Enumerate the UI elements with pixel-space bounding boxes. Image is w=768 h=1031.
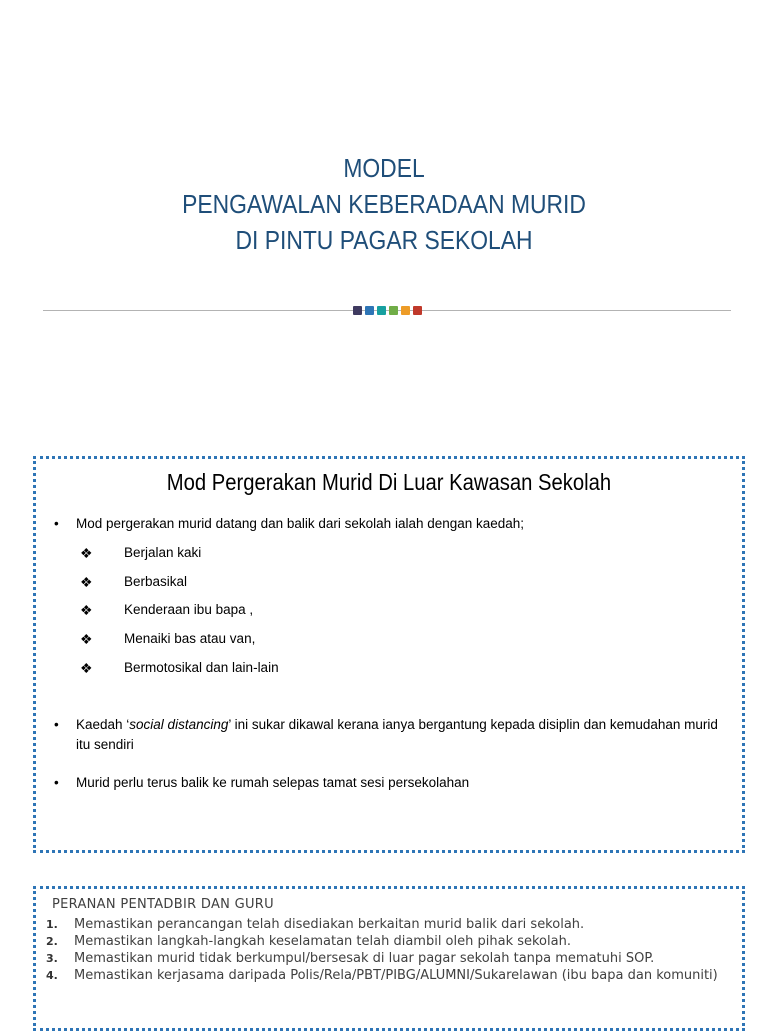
list-item — [46, 916, 736, 933]
list-number: 4. — [46, 969, 58, 982]
movement-mode-heading: Mod Pergerakan Murid Di Luar Kawasan Sekolah — [166, 469, 612, 495]
list-number: 3. — [46, 952, 58, 965]
diamond-bullet-icon: ❖ — [80, 545, 93, 561]
slide-title — [46, 150, 722, 258]
list-item-text: Memastikan murid tidak berkumpul/bersesak di luar pagar sekolah tanpa mematuhi SOP. — [74, 951, 655, 966]
swatch-2 — [365, 306, 374, 315]
list-item — [46, 950, 736, 967]
swatch-5 — [401, 306, 410, 315]
bullet-icon: • — [54, 717, 59, 732]
diamond-bullet-icon: ❖ — [80, 660, 93, 676]
roles-box — [33, 886, 745, 1031]
sub-item-text: Menaiki bas atau van, — [124, 631, 256, 646]
bullet-text: Murid perlu terus balik ke rumah selepas tamat sesi persekolahan — [76, 775, 470, 790]
bullet-text: Kaedah ‘social distancing’ ini sukar dikawal kerana ianya bergantung kepada disiplin dan kemudahan murid itu sendiri — [76, 717, 718, 752]
swatch-6 — [413, 306, 422, 315]
title-line-1: MODEL — [343, 153, 425, 183]
roles-heading: PERANAN PENTADBIR DAN GURU — [52, 897, 274, 912]
list-item-text: Memastikan langkah-langkah keselamatan telah diambil oleh pihak sekolah. — [74, 934, 571, 949]
diamond-bullet-icon: ❖ — [80, 631, 93, 647]
color-swatches — [353, 306, 422, 315]
swatch-3 — [377, 306, 386, 315]
title-line-2: PENGAWALAN KEBERADAAN MURID — [182, 189, 586, 219]
sub-item-text: Kenderaan ibu bapa , — [124, 602, 254, 617]
list-item — [46, 967, 736, 984]
movement-mode-box — [33, 456, 745, 853]
bullet-text: Mod pergerakan murid datang dan balik dari sekolah ialah dengan kaedah; — [76, 516, 525, 531]
bullet-icon: • — [54, 775, 59, 790]
list-item-text: Memastikan perancangan telah disediakan berkaitan murid balik dari sekolah. — [74, 917, 585, 932]
swatch-4 — [389, 306, 398, 315]
sub-item-text: Berbasikal — [124, 574, 188, 589]
swatch-1 — [353, 306, 362, 315]
sub-item-text: Bermotosikal dan lain-lain — [124, 660, 279, 675]
list-number: 1. — [46, 918, 58, 931]
list-item — [46, 933, 736, 950]
list-item-text: Memastikan kerjasama daripada Polis/Rela/PBT/PIBG/ALUMNI/Sukarelawan (ibu bapa dan komuniti) — [74, 968, 718, 983]
diamond-bullet-icon: ❖ — [80, 602, 93, 618]
bullet-icon: • — [54, 516, 59, 531]
diamond-bullet-icon: ❖ — [80, 574, 93, 590]
roles-list — [46, 916, 736, 984]
list-number: 2. — [46, 935, 58, 948]
sub-item-text: Berjalan kaki — [124, 545, 202, 560]
title-line-3: DI PINTU PAGAR SEKOLAH — [235, 225, 533, 255]
